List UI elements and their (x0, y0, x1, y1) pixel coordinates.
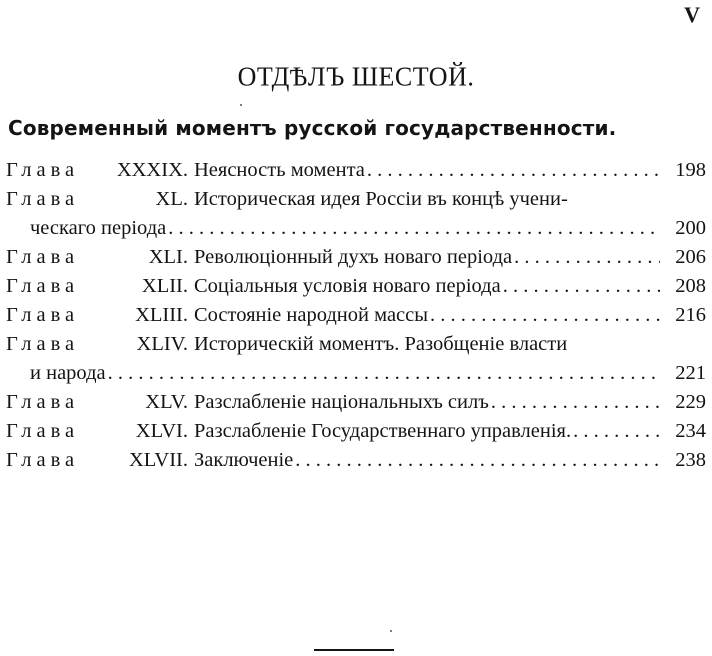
chapter-label: Глава (6, 420, 80, 442)
dot-leader (108, 359, 660, 388)
dot-leader (503, 272, 660, 301)
chapter-label: Глава (6, 275, 80, 297)
toc-entry (6, 417, 706, 446)
page-ref: 200 (675, 217, 706, 239)
chapter-title: Разслабленiе нацiональныхъ силъ (194, 391, 489, 413)
chapter-number: XL. (155, 188, 188, 210)
dot-leader (514, 243, 660, 272)
chapter-number: XXXIX. (116, 159, 188, 181)
page-ref: 221 (675, 362, 706, 384)
chapter-number: XLIV. (136, 333, 188, 355)
page-ref: 216 (675, 304, 706, 326)
chapter-number: XLII. (141, 275, 188, 297)
chapter-title: Неясность момента (194, 159, 365, 181)
toc-entry (6, 446, 706, 475)
chapter-title-continued: и народа (30, 362, 106, 384)
toc-entry (6, 272, 706, 301)
dot-leader (430, 301, 660, 330)
chapter-label: Глава (6, 159, 80, 181)
page-ref: 198 (675, 159, 706, 181)
chapter-label: Глава (6, 333, 80, 355)
chapter-title: Революцiонный духъ новаго перiода (194, 246, 513, 268)
page-ref: 229 (675, 391, 706, 413)
dot-leader (367, 156, 660, 185)
table-of-contents (6, 156, 706, 475)
chapter-number: XLIII. (135, 304, 188, 326)
chapter-title: Историческiй моментъ. Разобщенiе власти (194, 333, 568, 355)
toc-entry (6, 185, 706, 243)
chapter-number: XLVII. (128, 449, 188, 471)
dot-leader (491, 388, 660, 417)
toc-entry (6, 301, 706, 330)
chapter-title: Заключенiе (194, 449, 294, 471)
part-title: Современный моментъ русской государственности. (8, 116, 617, 140)
chapter-title: Соцiальныя условiя новаго перiода (194, 275, 501, 297)
chapter-title: Состоянiе народной массы (194, 304, 429, 326)
chapter-title: Историческая идея Россiи въ концѣ учени- (194, 188, 568, 210)
page-ref: 234 (675, 420, 706, 442)
toc-entry (6, 156, 706, 185)
bottom-rule (314, 649, 394, 651)
chapter-number: XLV. (145, 391, 188, 413)
dot-leader (573, 417, 660, 446)
chapter-number: XLI. (148, 246, 188, 268)
dot-leader (295, 446, 660, 475)
chapter-label: Глава (6, 304, 80, 326)
chapter-title: Разслабленiе Государственнаго управленiя. (194, 420, 572, 442)
chapter-label: Глава (6, 449, 80, 471)
page-ref: 238 (675, 449, 706, 471)
chapter-label: Глава (6, 246, 80, 268)
chapter-label: Глава (6, 188, 80, 210)
chapter-number: XLVI. (135, 420, 188, 442)
section-title: ОТДѢЛЪ ШЕСТОЙ. (237, 61, 475, 92)
chapter-label: Глава (6, 391, 80, 413)
page-number: V (684, 2, 700, 27)
print-speck (240, 104, 242, 106)
page-ref: 206 (675, 246, 706, 268)
print-speck (390, 630, 392, 632)
toc-entry (6, 243, 706, 272)
toc-entry (6, 388, 706, 417)
chapter-title-continued: ческаго перiода (30, 217, 167, 239)
toc-entry (6, 330, 706, 388)
dot-leader (168, 214, 660, 243)
page-ref: 208 (675, 275, 706, 297)
